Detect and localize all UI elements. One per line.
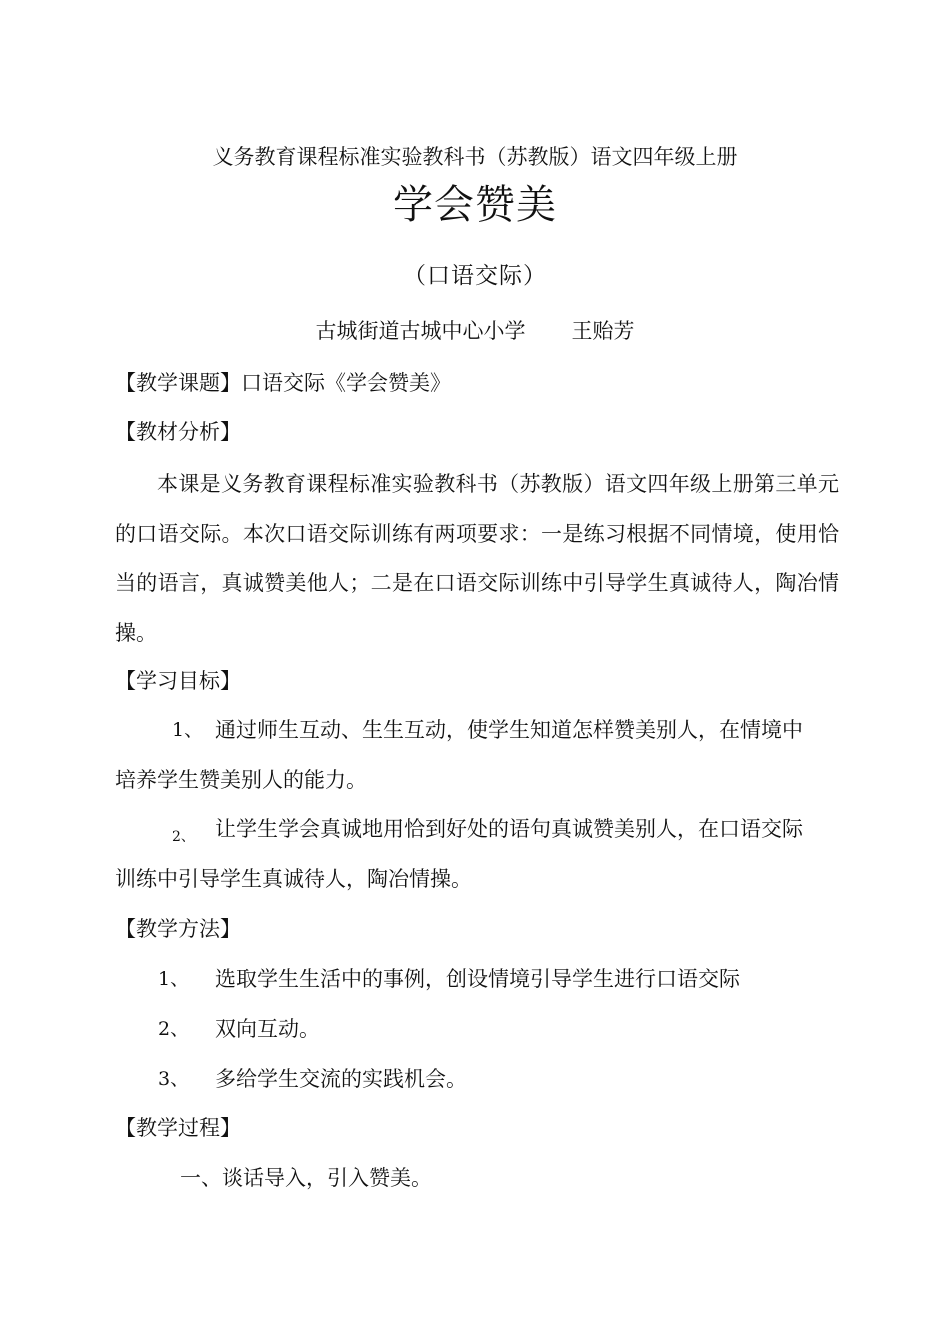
- goal-2-line-2: 训练中引导学生真诚待人，陶冶情操。: [115, 867, 472, 891]
- method-3-text: 多给学生交流的实践机会。: [215, 1067, 467, 1091]
- textbook-series-line: 义务教育课程标准实验教科书（苏教版）语文四年级上册: [212, 145, 738, 169]
- method-1-number: 1、: [158, 968, 190, 990]
- lesson-title: 学会赞美: [393, 182, 557, 228]
- author-line: [0, 317, 950, 345]
- process-step-1: 一、谈话导入，引入赞美。: [180, 1166, 432, 1190]
- goal-1-number: 1、: [172, 719, 204, 741]
- school-name: 古城街道古城中心小学: [315, 319, 526, 343]
- process-heading: 【教学过程】: [115, 1116, 241, 1140]
- goal-1-line-2: 培养学生赞美别人的能力。: [115, 768, 367, 792]
- goal-1-line-1: 通过师生互动、生生互动，使学生知道怎样赞美别人，在情境中: [215, 718, 803, 742]
- method-1-text: 选取学生生活中的事例，创设情境引导学生进行口语交际: [215, 967, 740, 991]
- analysis-heading: 【教材分析】: [115, 420, 241, 444]
- goal-2-line-1: 让学生学会真诚地用恰到好处的语句真诚赞美别人，在口语交际: [215, 817, 803, 841]
- topic-heading: 【教学课题】口语交际《学会赞美》: [115, 371, 451, 395]
- goal-2-number: 2、: [172, 829, 195, 845]
- methods-heading: 【教学方法】: [115, 917, 241, 941]
- method-2-text: 双向互动。: [215, 1017, 320, 1041]
- method-3-number: 3、: [158, 1068, 190, 1090]
- analysis-paragraph: 本课是义务教育课程标准实验教科书（苏教版）语文四年级上册第三单元的口语交际。本次口语交际训练有两项要求：一是练习根据不同情境，使用恰当的语言，真诚赞美他人；二是在口语交际训练中引导学生真诚待人，陶冶情操。: [115, 472, 839, 645]
- goals-heading: 【学习目标】: [115, 669, 241, 693]
- method-2-number: 2、: [158, 1018, 190, 1040]
- lesson-type: （口语交际）: [403, 263, 547, 289]
- teacher-name: 王贻芳: [571, 319, 635, 343]
